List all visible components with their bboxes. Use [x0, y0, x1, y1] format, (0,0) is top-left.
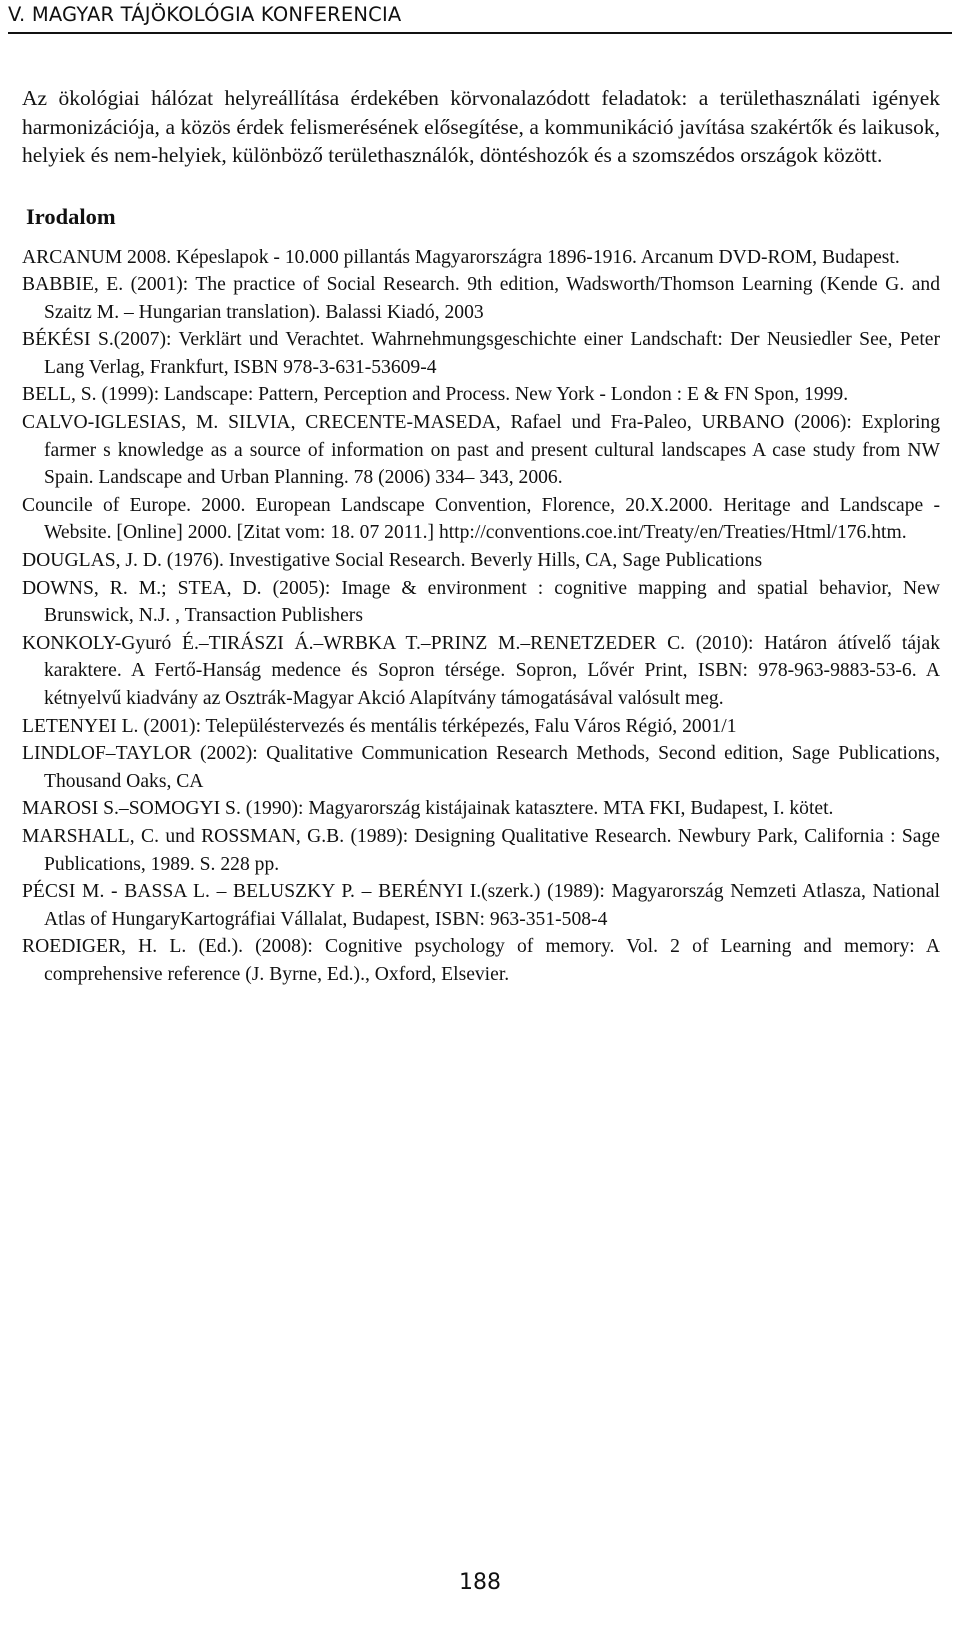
reference-item: LETENYEI L. (2001): Településtervezés és mentális térképezés, Falu Város Régió, 2001/1	[22, 715, 737, 737]
running-header: V. MAGYAR TÁJÖKOLÓGIA KONFERENCIA	[8, 3, 402, 26]
reference-item: DOUGLAS, J. D. (1976). Investigative Social Research. Beverly Hills, CA, Sage Publications	[22, 550, 763, 572]
reference-item: ROEDIGER, H. L. (Ed.). (2008): Cognitive psychology of memory. Vol. 2 of Learning and memory: A comprehensive reference (J. Byrne, Ed.)., Oxford, Elsevier.	[22, 936, 940, 985]
reference-item: Councile of Europe. 2000. European Landscape Convention, Florence, 20.X.2000. Heritage and Landscape - Website. [Online] 2000. [Zitat vom: 18. 07 2011.] http://conventions.coe.int/Treaty/en/Treaties/Html/176.htm.	[22, 494, 940, 544]
page-number: 188	[459, 1570, 501, 1595]
section-title: Irodalom	[26, 203, 116, 229]
intro-paragraph: Az ökológiai hálózat helyreállítása érdekében körvonalazódott feladatok: a területhasználati igények harmonizációja, a közös érdek felismerésének elősegítése, a kommunikáció javítása szakértők és laikusok, helyiek és nem-helyiek, különböző területhasználók, döntéshozók és a szomszédos országok között.	[22, 86, 940, 167]
reference-item: LINDLOF–TAYLOR (2002): Qualitative Communication Research Methods, Second edition, Sage Publications, Thousand Oaks, CA	[22, 743, 940, 792]
reference-item: BABBIE, E. (2001): The practice of Social Research. 9th edition, Wadsworth/Thomson Learning (Kende G. and Szaitz M. – Hungarian translation). Balassi Kiadó, 2003	[22, 274, 940, 323]
reference-item: MAROSI S.–SOMOGYI S. (1990): Magyarország kistájainak katasztere. MTA FKI, Budapest, I. kötet.	[22, 798, 834, 820]
reference-item: KONKOLY-Gyuró É.–TIRÁSZI Á.–WRBKA T.–PRINZ M.–RENETZEDER C. (2010): Határon átívelő tájak karaktere. A Fertő-Hanság medence és Sopron térsége. Sopron, Lővér Print, ISBN: 978-963-9883-53-6. A kétnyelvű kiadvány az Osztrák-Magyar Akció Alapítvány támogatásával valósult meg.	[22, 632, 940, 709]
reference-item: DOWNS, R. M.; STEA, D. (2005): Image & environment : cognitive mapping and spatial behavior, New Brunswick, N.J. , Transaction Publishers	[22, 577, 940, 627]
page-content	[22, 84, 940, 989]
reference-item: PÉCSI M. - BASSA L. – BELUSZKY P. – BERÉNYI I.(szerk.) (1989): Magyarország Nemzeti Atlasza, National Atlas of HungaryKartográfiai Vállalat, Budapest, ISBN: 963-351-508-4	[22, 881, 940, 930]
reference-item: CALVO-IGLESIAS, M. SILVIA, CRECENTE-MASEDA, Rafael und Fra-Paleo, URBANO (2006): Exploring farmer s knowledge as a source of information on past and present cultural landscapes A case study from NW Spain. Landscape and Urban Planning. 78 (2006) 334– 343, 2006.	[22, 412, 940, 489]
reference-item: ARCANUM 2008. Képeslapok - 10.000 pillantás Magyarországra 1896-1916. Arcanum DVD-ROM, Budapest.	[22, 246, 900, 268]
reference-item: BÉKÉSI S.(2007): Verklärt und Verachtet. Wahrnehmungsgeschichte einer Landschaft: Der Neusiedler See, Peter Lang Verlag, Frankfurt, ISBN 978-3-631-53609-4	[22, 329, 940, 378]
reference-item: BELL, S. (1999): Landscape: Pattern, Perception and Process. New York - London : E & FN Spon, 1999.	[22, 384, 849, 406]
header-divider	[8, 32, 952, 34]
reference-item: MARSHALL, C. und ROSSMAN, G.B. (1989): Designing Qualitative Research. Newbury Park, California : Sage Publications, 1989. S. 228 pp.	[22, 825, 940, 875]
reference-list	[22, 244, 940, 989]
